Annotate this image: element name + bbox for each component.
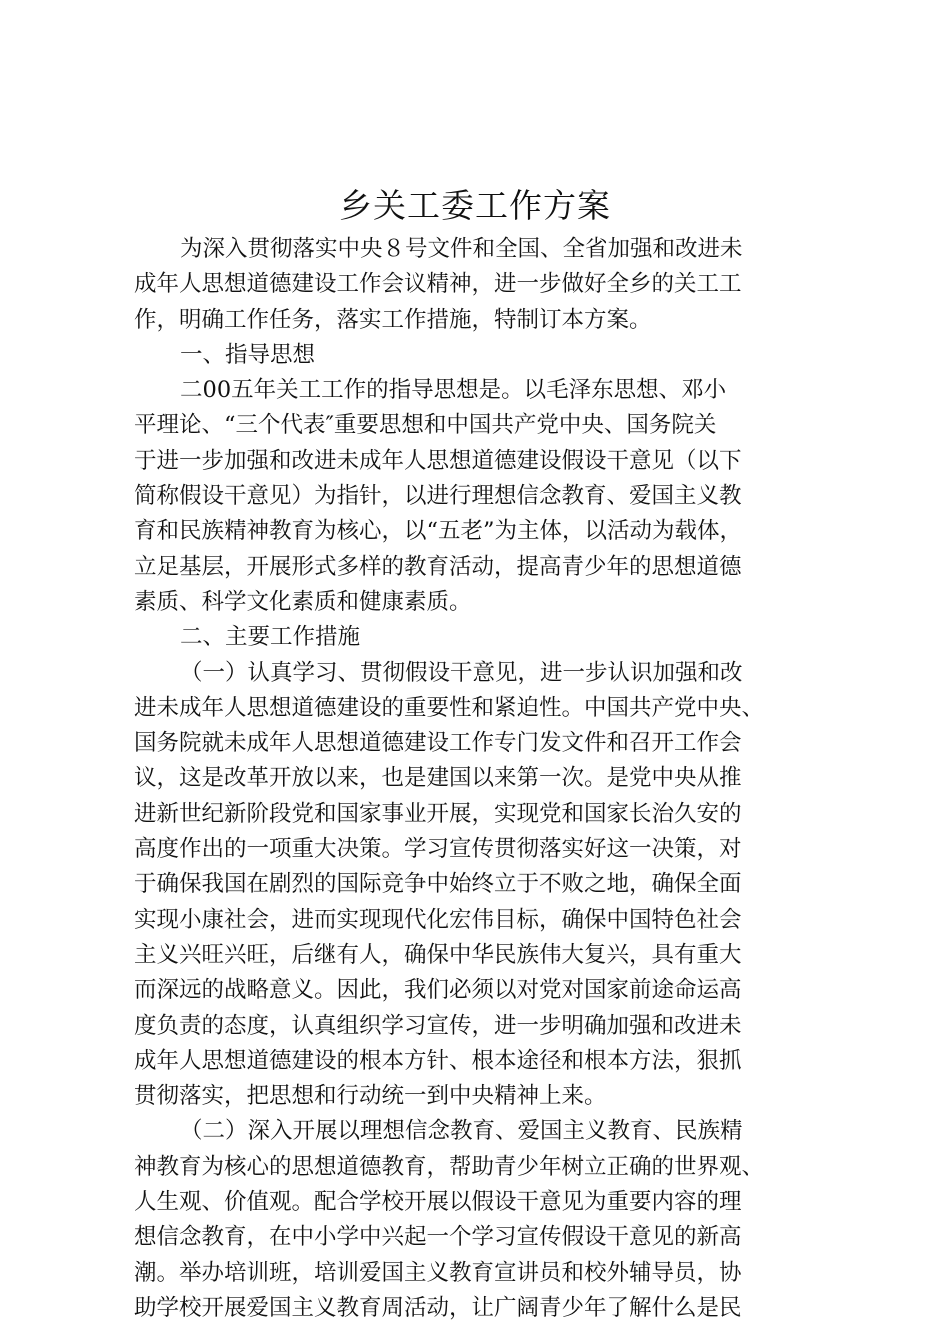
text-line: 进新世纪新阶段党和国家事业开展，实现党和国家长治久安的 <box>134 800 742 827</box>
text-line: 一、指导思想 <box>180 341 316 368</box>
text-line: 成年人思想道德建设的根本方针、根本途径和根本方法，狠抓 <box>134 1047 742 1074</box>
text-line: 作，明确工作任务，落实工作措施，特制订本方案。 <box>134 306 652 333</box>
text-line: 素质、科学文化素质和健康素质。 <box>134 588 472 615</box>
text-line: 贯彻落实，把思想和行动统一到中央精神上来。 <box>134 1083 607 1110</box>
text-line: 人生观、价值观。配合学校开展以假设干意见为重要内容的理 <box>134 1189 742 1216</box>
text-line: 成年人思想道德建设工作会议精神，进一步做好全乡的关工工 <box>134 271 742 298</box>
document-body <box>134 232 824 1326</box>
text-line: 度负责的态度，认真组织学习宣传，进一步明确加强和改进未 <box>134 1012 742 1039</box>
text-line: 二00五年关工工作的指导思想是。以毛泽东思想、邓小 <box>180 377 727 404</box>
text-line: （二）深入开展以理想信念教育、爱国主义教育、民族精 <box>180 1118 743 1145</box>
text-line: 潮。举办培训班，培训爱国主义教育宣讲员和校外辅导员，协 <box>134 1259 742 1286</box>
text-line: 实现小康社会，进而实现现代化宏伟目标，确保中国特色社会 <box>134 906 742 933</box>
document-title: 乡关工委工作方案 <box>339 186 611 225</box>
text-line: 于进一步加强和改进未成年人思想道德建设假设干意见（以下 <box>134 447 742 474</box>
text-line: 神教育为核心的思想道德教育，帮助青少年树立正确的世界观、 <box>134 1153 765 1180</box>
text-line: 主义兴旺兴旺，后继有人，确保中华民族伟大复兴，具有重大 <box>134 941 742 968</box>
text-line: 想信念教育，在中小学中兴起一个学习宣传假设干意见的新高 <box>134 1224 742 1251</box>
text-line: 简称假设干意见）为指针，以进行理想信念教育、爱国主义教 <box>134 483 742 510</box>
text-line: 而深远的战略意义。因此，我们必须以对党对国家前途命运高 <box>134 977 742 1004</box>
text-line: 于确保我国在剧烈的国际竞争中始终立于不败之地，确保全面 <box>134 871 742 898</box>
text-line: 立足基层，开展形式多样的教育活动，提高青少年的思想道德 <box>134 553 742 580</box>
text-line: 议，这是改革开放以来，也是建国以来第一次。是党中央从推 <box>134 765 742 792</box>
text-line: 进未成年人思想道德建设的重要性和紧迫性。中国共产党中央、 <box>134 694 765 721</box>
text-line: 高度作出的一项重大决策。学习宣传贯彻落实好这一决策，对 <box>134 836 742 863</box>
text-line: 助学校开展爱国主义教育周活动，让广阔青少年了解什么是民 <box>134 1294 742 1321</box>
text-line: 平理论、“三个代表″重要思想和中国共产党中央、国务院关 <box>134 412 717 439</box>
text-line: 育和民族精神教育为核心，以“五老”为主体，以活动为载体， <box>134 518 743 545</box>
text-line: 国务院就未成年人思想道德建设工作专门发文件和召开工作会 <box>134 730 742 757</box>
text-line: 为深入贯彻落实中央８号文件和全国、全省加强和改进未 <box>180 236 743 262</box>
text-line: （一）认真学习、贯彻假设干意见，进一步认识加强和改 <box>180 659 743 686</box>
text-line: 二、主要工作措施 <box>180 624 361 651</box>
